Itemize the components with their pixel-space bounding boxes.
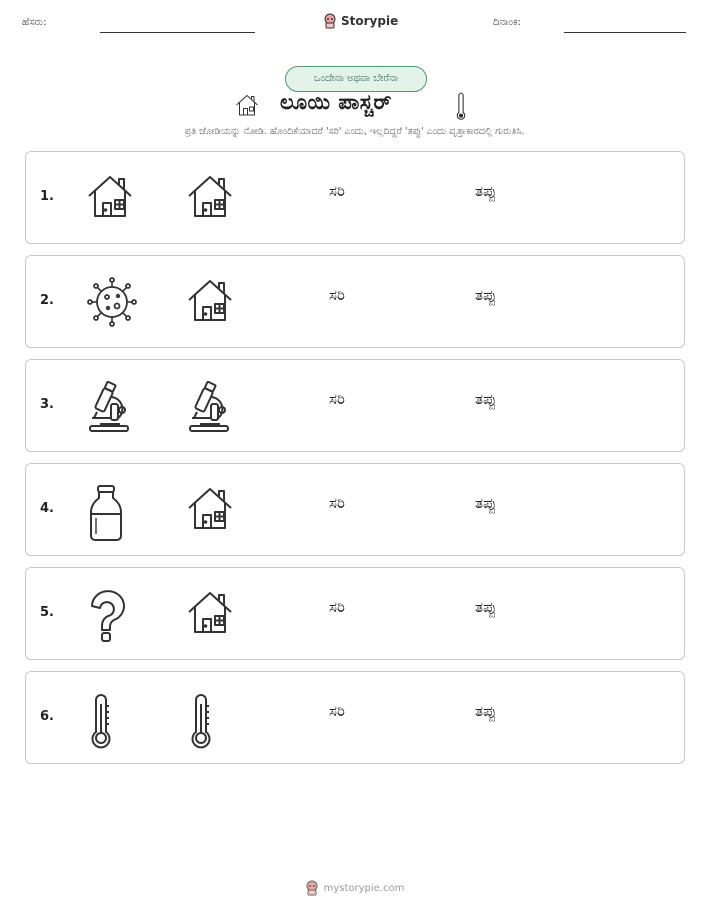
brand-name: Storypie [341,14,399,28]
microscope-icon [86,380,134,432]
house-icon [86,172,134,224]
footer-site: mystorypie.com [323,882,405,894]
worksheet-type-badge: ಒಂದೇನಾ ಅಥವಾ ಬೇರೆನಾ [285,66,427,92]
footer [0,880,709,896]
date-label: ದಿನಾಂಕ: [493,17,521,28]
milk-bottle-icon [86,484,134,536]
question-number: 6. [40,709,54,724]
question-row [25,359,685,452]
storypie-mascot-icon [323,13,337,29]
virus-icon [86,276,134,328]
question-row [25,463,685,556]
name-field[interactable] [100,32,255,33]
question-row [25,567,685,660]
house-icon [186,484,234,536]
house-icon [186,588,234,640]
option-false[interactable]: ತಪ್ಪು [475,494,497,512]
thermometer-icon [454,91,468,121]
option-false[interactable]: ತಪ್ಪು [475,286,497,304]
question-row [25,151,685,244]
question-number: 1. [40,189,54,204]
option-false[interactable]: ತಪ್ಪು [475,390,497,408]
house-icon [234,93,260,117]
question-row [25,255,685,348]
date-field[interactable] [564,32,686,33]
question-row [25,671,685,764]
page-title: ಲೂಯಿ ಪಾಸ್ಚರ್ [280,90,392,114]
option-true[interactable]: ಸರಿ [329,182,345,200]
option-false[interactable]: ತಪ್ಪು [475,702,497,720]
question-number: 5. [40,605,54,620]
thermometer-icon [186,692,234,744]
option-true[interactable]: ಸರಿ [329,598,345,616]
house-icon [186,276,234,328]
option-true[interactable]: ಸರಿ [329,702,345,720]
option-false[interactable]: ತಪ್ಪು [475,182,497,200]
question-mark-icon [86,588,134,640]
question-number: 2. [40,293,54,308]
option-true[interactable]: ಸರಿ [329,494,345,512]
brand-logo [323,13,398,29]
thermometer-icon [86,692,134,744]
storypie-mascot-icon [305,880,319,896]
question-number: 4. [40,501,54,516]
question-number: 3. [40,397,54,412]
instructions: ಪ್ರತಿ ಜೋಡಿಯನ್ನು ನೋಡಿ. ಹೊಂದಿಕೆಯಾದರೆ 'ಸರಿ' ಎಂದು, ಇಲ್ಲದಿದ್ದರೆ 'ತಪ್ಪು' ಎಂದು ವೃತ್ತಾಕಾರದಲ್ಲಿ ಗುರುತಿಸಿ. [184,126,525,137]
microscope-icon [186,380,234,432]
title-row [0,88,709,122]
option-false[interactable]: ತಪ್ಪು [475,598,497,616]
option-true[interactable]: ಸರಿ [329,390,345,408]
option-true[interactable]: ಸರಿ [329,286,345,304]
house-icon [186,172,234,224]
name-label: ಹೆಸರು: [22,17,47,28]
